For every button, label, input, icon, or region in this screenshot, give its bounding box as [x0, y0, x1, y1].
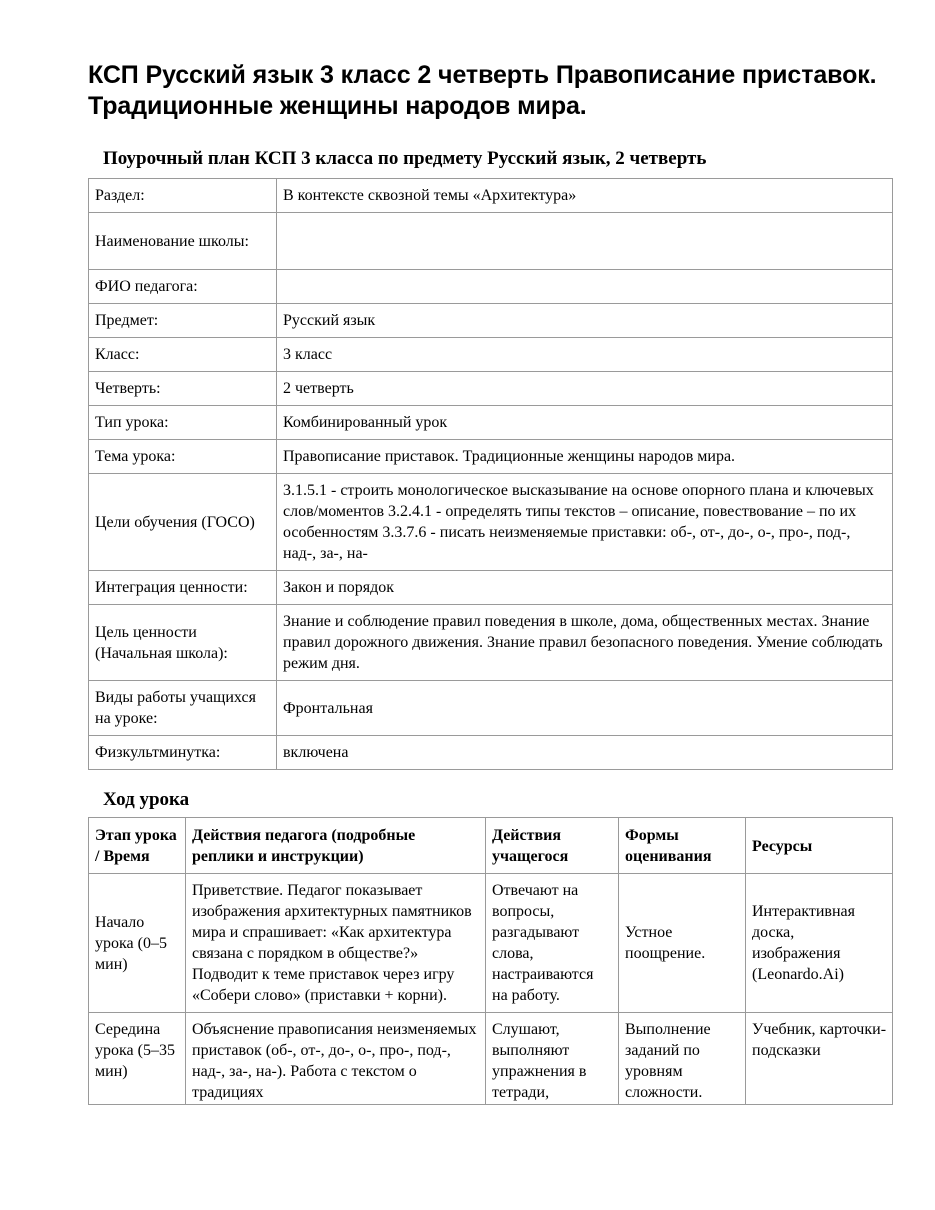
table-row	[89, 372, 893, 406]
table-row	[89, 338, 893, 372]
info-value: включена	[277, 736, 893, 770]
table-row	[89, 304, 893, 338]
table-row	[89, 270, 893, 304]
lesson-info-table	[88, 178, 893, 770]
info-label: Наименование школы:	[89, 213, 277, 270]
info-value	[277, 270, 893, 304]
student-actions-cell: Отвечают на вопросы, разгадывают слова, настраиваются на работу.	[486, 874, 619, 1013]
table-row	[89, 213, 893, 270]
column-header-resources: Ресурсы	[746, 818, 893, 874]
table-row	[89, 179, 893, 213]
table-row	[89, 440, 893, 474]
info-label: Предмет:	[89, 304, 277, 338]
info-value: 2 четверть	[277, 372, 893, 406]
resources-cell: Интерактивная доска, изображения (Leonardo.Ai)	[746, 874, 893, 1013]
info-label: Физкультминутка:	[89, 736, 277, 770]
info-value: Комбинированный урок	[277, 406, 893, 440]
info-value: 3.1.5.1 - строить монологическое высказывание на основе опорного плана и ключевых слов/моментов 3.2.4.1 - определять типы текстов – описание, повествование – по их особенностям 3.3.7.6 - писать неизменяемые приставки: об-, от-, до-, о-, про-, под-, над-, за-, на-	[277, 474, 893, 571]
teacher-actions-text: Объяснение правописания неизменяемых приставок (об-, от-, до-, о-, про-, под-, над-, за-, на-). Работа с текстом о традициях	[192, 1021, 477, 1101]
column-header-assessment: Формы оценивания	[619, 818, 746, 874]
info-label: ФИО педагога:	[89, 270, 277, 304]
info-value: Знание и соблюдение правил поведения в школе, дома, общественных местах. Знание правил дорожного движения. Знание правил безопасного поведения. Умение соблюдать режим дня.	[277, 605, 893, 681]
info-label: Тип урока:	[89, 406, 277, 440]
document-title: КСП Русский язык 3 класс 2 четверть Правописание приставок. Традиционные женщины народов мира.	[88, 61, 877, 120]
info-label: Класс:	[89, 338, 277, 372]
info-label: Четверть:	[89, 372, 277, 406]
table-row	[89, 605, 893, 681]
plan-heading: Поурочный план КСП 3 класса по предмету Русский язык, 2 четверть	[103, 148, 707, 169]
info-label: Раздел:	[89, 179, 277, 213]
assessment-text: Выполнение заданий по уровням сложности.	[625, 1021, 711, 1101]
assessment-cell	[619, 1013, 746, 1105]
info-label: Цели обучения (ГОСО)	[89, 474, 277, 571]
lesson-steps-table	[88, 817, 893, 1105]
table-row	[89, 681, 893, 736]
table-row	[89, 571, 893, 605]
resources-cell	[746, 1013, 893, 1105]
info-value: Правописание приставок. Традиционные женщины народов мира.	[277, 440, 893, 474]
info-value: Фронтальная	[277, 681, 893, 736]
info-value: Русский язык	[277, 304, 893, 338]
table-header-row	[89, 818, 893, 874]
info-value: 3 класс	[277, 338, 893, 372]
teacher-actions-cell: Приветствие. Педагог показывает изображения архитектурных памятников мира и спрашивает: «Как архитектура связана с порядком в обществе?» Подводит к теме приставок через игру «Собери слово» (приставки + корни).	[186, 874, 486, 1013]
column-header-students: Действия учащегося	[486, 818, 619, 874]
assessment-cell: Устное поощрение.	[619, 874, 746, 1013]
table-row	[89, 406, 893, 440]
info-label: Интеграция ценности:	[89, 571, 277, 605]
table-row	[89, 736, 893, 770]
resources-text: Учебник, карточки-подсказки	[752, 1021, 886, 1059]
stage-cell	[89, 1013, 186, 1105]
student-actions-text: Слушают, выполняют упражнения в тетради,	[492, 1021, 587, 1101]
document-page	[88, 0, 893, 1105]
teacher-actions-cell	[186, 1013, 486, 1105]
info-value: Закон и порядок	[277, 571, 893, 605]
table-row	[89, 874, 893, 1013]
student-actions-cell	[486, 1013, 619, 1105]
table-row	[89, 1013, 893, 1105]
column-header-stage: Этап урока / Время	[89, 818, 186, 874]
info-label: Виды работы учащихся на уроке:	[89, 681, 277, 736]
info-label: Цель ценности (Начальная школа):	[89, 605, 277, 681]
stage-cell: Начало урока (0–5 мин)	[89, 874, 186, 1013]
info-value: В контексте сквозной темы «Архитектура»	[277, 179, 893, 213]
table-row	[89, 474, 893, 571]
info-label: Тема урока:	[89, 440, 277, 474]
stage-text: Середина урока (5–35 мин)	[95, 1021, 175, 1080]
lesson-course-heading: Ход урока	[103, 789, 190, 810]
column-header-teacher: Действия педагога (подробные реплики и инструкции)	[186, 818, 486, 874]
info-value	[277, 213, 893, 270]
